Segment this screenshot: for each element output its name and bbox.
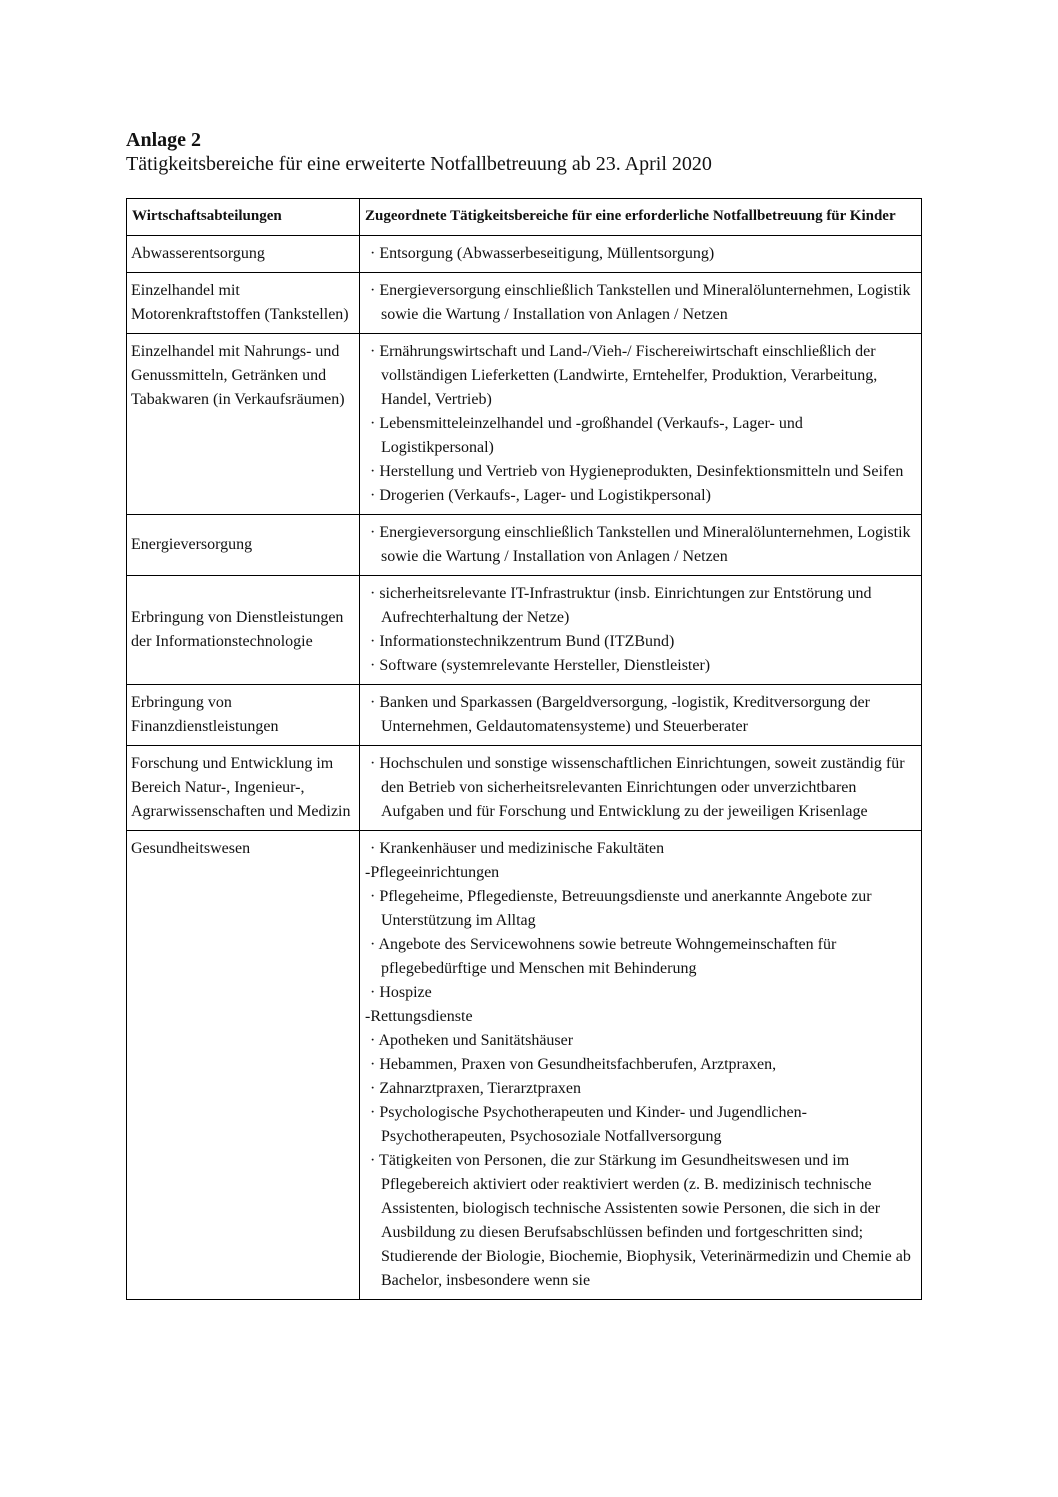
activities-cell xyxy=(360,236,922,273)
activity-item: -Rettungsdienste xyxy=(365,1008,473,1025)
activity-item: · Informationstechnikzentrum Bund (ITZBund) xyxy=(370,633,675,650)
table-row xyxy=(127,515,922,576)
activity-item: · Energieversorgung einschließlich Tankstellen und Mineralölunternehmen, Logistik sowie die Wartung / Installation von Anlagen / Netzen xyxy=(370,282,911,323)
activity-item: · Ernährungswirtschaft und Land-/Vieh-/ Fischereiwirtschaft einschließlich der vollständigen Lieferketten (Landwirte, Erntehelfer, Produktion, Verarbeitung, Handel, Vertrieb) xyxy=(370,343,878,408)
activity-item: · Entsorgung (Abwasserbeseitigung, Müllentsorgung) xyxy=(370,245,715,262)
activities-cell xyxy=(360,685,922,746)
table-row xyxy=(127,685,922,746)
table-body xyxy=(127,236,922,1300)
activity-table xyxy=(126,198,922,1300)
department-cell: Einzelhandel mit Motorenkraftstoffen (Tankstellen) xyxy=(127,273,360,334)
activity-item: · Angebote des Servicewohnens sowie betreute Wohngemeinschaften für pflegebedürftige und Menschen mit Behinderung xyxy=(370,936,837,977)
activity-item: · Hebammen, Praxen von Gesundheitsfachberufen, Arztpraxen, xyxy=(370,1056,777,1073)
department-cell: Abwasserentsorgung xyxy=(127,236,360,273)
activities-cell xyxy=(360,334,922,515)
activities-cell xyxy=(360,831,922,1300)
activities-cell xyxy=(360,576,922,685)
table-row xyxy=(127,236,922,273)
table-row xyxy=(127,576,922,685)
activity-item: · sicherheitsrelevante IT-Infrastruktur (insb. Einrichtungen zur Entstörung und Aufrechterhaltung der Netze) xyxy=(370,585,872,626)
department-cell: Gesundheitswesen xyxy=(127,831,360,1300)
activity-item: · Drogerien (Verkaufs-, Lager- und Logistikpersonal) xyxy=(370,487,711,504)
activity-item: · Apotheken und Sanitätshäuser xyxy=(370,1032,574,1049)
header-activities: Zugeordnete Tätigkeitsbereiche für eine erforderliche Notfallbetreuung für Kinder xyxy=(360,199,922,236)
activity-item: · Krankenhäuser und medizinische Fakultäten xyxy=(370,840,665,857)
department-cell: Energieversorgung xyxy=(127,515,360,576)
header-departments: Wirtschaftsabteilungen xyxy=(127,199,360,236)
activity-item: · Hochschulen und sonstige wissenschaftlichen Einrichtungen, soweit zuständig für den Betrieb von sicherheitsrelevanten Einrichtungen oder unverzichtbaren Aufgaben und für Forschung und Entwicklung zu der jeweiligen Krisenlage xyxy=(370,755,905,820)
document-subheading: Tätigkeitsbereiche für eine erweiterte Notfallbetreuung ab 23. April 2020 xyxy=(126,153,712,175)
activity-item: · Hospize xyxy=(370,984,432,1001)
table-row xyxy=(127,746,922,831)
table-row xyxy=(127,831,922,1300)
department-cell: Einzelhandel mit Nahrungs- und Genussmitteln, Getränken und Tabakwaren (in Verkaufsräumen) xyxy=(127,334,360,515)
table-row xyxy=(127,334,922,515)
activity-item: · Herstellung und Vertrieb von Hygieneprodukten, Desinfektionsmitteln und Seifen xyxy=(370,463,904,480)
activities-cell xyxy=(360,515,922,576)
activity-item: · Banken und Sparkassen (Bargeldversorgung, -logistik, Kreditversorgung der Unternehmen, Geldautomatensysteme) und Steuerberater xyxy=(370,694,870,735)
document-page xyxy=(126,128,921,1300)
activity-item: · Zahnarztpraxen, Tierarztpraxen xyxy=(370,1080,582,1097)
activities-cell xyxy=(360,273,922,334)
activity-item: · Energieversorgung einschließlich Tankstellen und Mineralölunternehmen, Logistik sowie die Wartung / Installation von Anlagen / Netzen xyxy=(370,524,911,565)
document-heading: Anlage 2 xyxy=(126,129,201,151)
department-cell: Forschung und Entwicklung im Bereich Natur-, Ingenieur-, Agrarwissenschaften und Medizin xyxy=(127,746,360,831)
table-header-row xyxy=(127,199,922,236)
activity-item: · Psychologische Psychotherapeuten und Kinder- und Jugendlichen-Psychotherapeuten, Psychosoziale Notfallversorgung xyxy=(370,1104,807,1145)
activities-cell xyxy=(360,746,922,831)
table-row xyxy=(127,273,922,334)
department-cell: Erbringung von Dienstleistungen der Informationstechnologie xyxy=(127,576,360,685)
department-cell: Erbringung von Finanzdienstleistungen xyxy=(127,685,360,746)
activity-item: · Pflegeheime, Pflegedienste, Betreuungsdienste und anerkannte Angebote zur Unterstützung im Alltag xyxy=(370,888,872,929)
activity-item: · Tätigkeiten von Personen, die zur Stärkung im Gesundheitswesen und im Pflegebereich aktiviert oder reaktiviert werden (z. B. medizinisch technische Assistenten, biologisch technische Assistenten sowie Personen, die sich in der Ausbildung zu diesen Berufsabschlüssen befinden und fortgeschritten sind; Studierende der Biologie, Biochemie, Biophysik, Veterinärmedizin und Chemie ab Bachelor, insbesondere wenn sie xyxy=(370,1152,911,1289)
activity-item: -Pflegeeinrichtungen xyxy=(365,864,500,881)
activity-item: · Software (systemrelevante Hersteller, Dienstleister) xyxy=(370,657,711,674)
activity-item: · Lebensmitteleinzelhandel und -großhandel (Verkaufs-, Lager- und Logistikpersonal) xyxy=(370,415,803,456)
